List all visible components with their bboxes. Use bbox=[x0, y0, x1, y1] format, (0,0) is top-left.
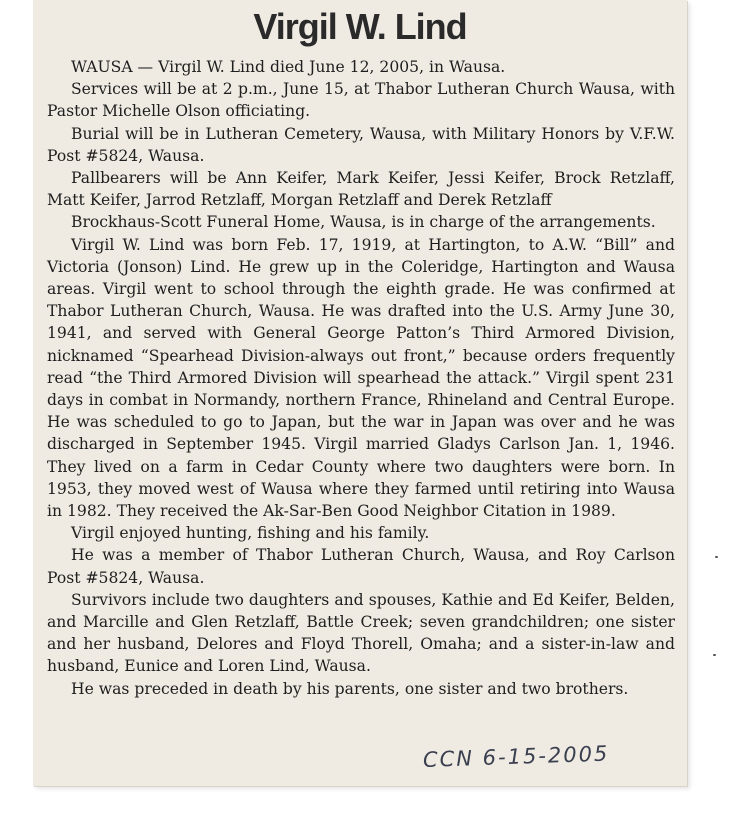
scan-speck bbox=[713, 654, 716, 656]
obituary-title: Virgil W. Lind bbox=[253, 6, 467, 47]
paragraph-membership: He was a member of Thabor Lutheran Church, Wausa, and Roy Carlson Post #5824, Wausa. bbox=[47, 546, 675, 587]
paragraph-funeral-home: Brockhaus-Scott Funeral Home, Wausa, is in charge of the arrangements. bbox=[71, 213, 656, 232]
handwritten-date-note: CCN 6-15-2005 bbox=[422, 741, 610, 772]
paragraph-services: Services will be at 2 p.m., June 15, at Thabor Lutheran Church Wausa, with Pastor Michelle Olson officiating. bbox=[47, 80, 675, 121]
paragraph-preceded: He was preceded in death by his parents, one sister and two brothers. bbox=[71, 679, 629, 698]
paragraph-hobbies: Virgil enjoyed hunting, fishing and his family. bbox=[71, 524, 430, 543]
newspaper-clipping bbox=[33, 0, 687, 786]
obituary-body bbox=[47, 56, 675, 700]
paragraph-survivors: Survivors include two daughters and spouses, Kathie and Ed Keifer, Belden, and Marcille and Glen Retzlaff, Battle Creek; seven grandchildren; one sister and her husband, Delores and Floyd Thorell, Omaha; and a sister-in-law and husband, Eunice and Loren Lind, Wausa. bbox=[47, 590, 675, 676]
paragraph-pallbearers: Pallbearers will be Ann Keifer, Mark Keifer, Jessi Keifer, Brock Retzlaff, Matt Keifer, Jarrod Retzlaff, Morgan Retzlaff and Derek Retzlaff bbox=[47, 169, 675, 210]
scan-speck bbox=[715, 556, 718, 558]
paragraph-burial: Burial will be in Lutheran Cemetery, Wausa, with Military Honors by V.F.W. Post #5824, Wausa. bbox=[47, 124, 675, 165]
paragraph-death-notice: WAUSA — Virgil W. Lind died June 12, 2005, in Wausa. bbox=[71, 58, 506, 76]
paragraph-biography: Virgil W. Lind was born Feb. 17, 1919, at Hartington, to A.W. “Bill” and Victoria (Jonson) Lind. He grew up in the Coleridge, Hartington and Wausa areas. Virgil went to school through the eighth grade. He was confirmed at Thabor Lutheran Church, Wausa. He was drafted into the U.S. Army June 30, 1941, and served with General George Patton’s Third Armored Division, nicknamed “Spearhead Division-always out front,” because orders frequently read “the Third Armored Division will spearhead the attack.” Virgil spent 231 days in combat in Normandy, northern France, Rhineland and Central Europe. He was scheduled to go to Japan, but the war in Japan was over and he was discharged in September 1945. Virgil married Gladys Carlson Jan. 1, 1946. They lived on a farm in Cedar County where two daughters were born. In 1953, they moved west of Wausa where they farmed until retiring into Wausa in 1982. They received the Ak-Sar-Ben Good Neighbor Citation in 1989. bbox=[47, 235, 675, 521]
